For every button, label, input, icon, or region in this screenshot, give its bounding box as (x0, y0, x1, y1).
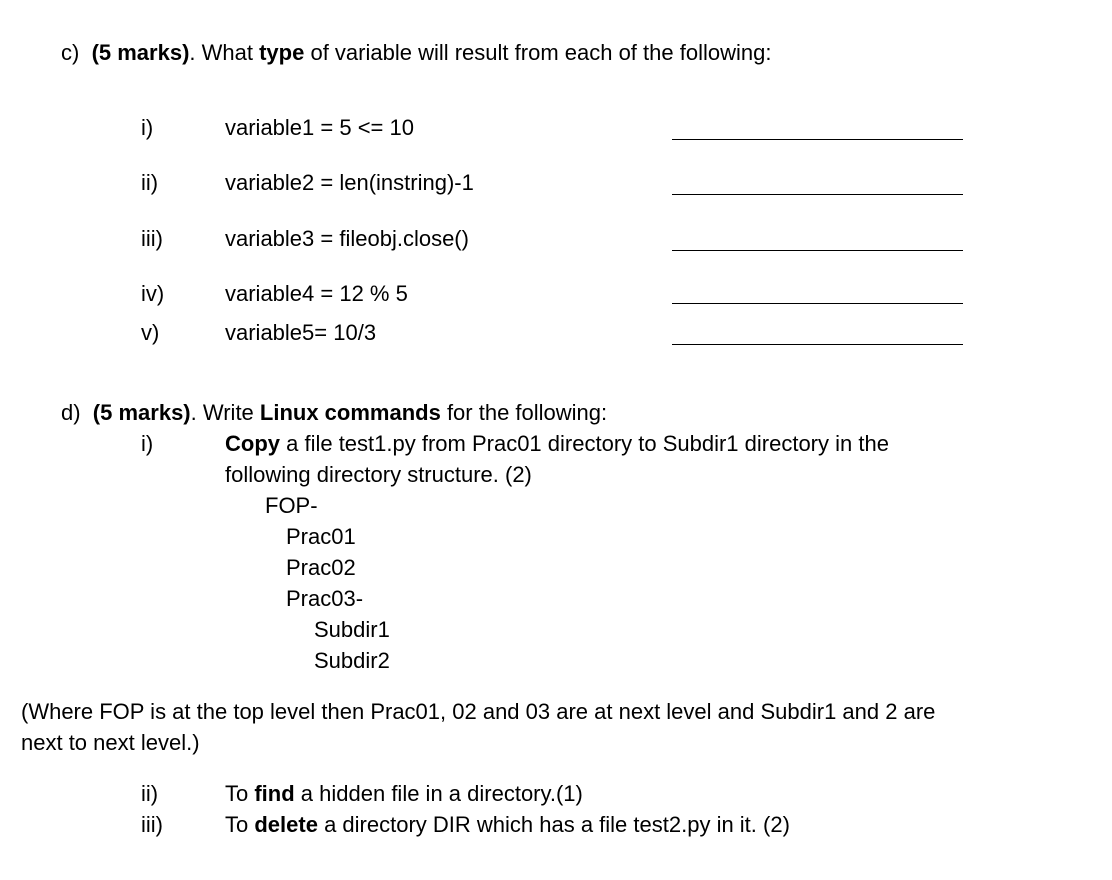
c-item-4-expr: variable4 = 12 % 5 (225, 281, 408, 306)
d-q2-post: a hidden file in a directory.(1) (294, 781, 583, 806)
c-item-3-answer-line[interactable] (672, 250, 963, 251)
c-item-1-expr: variable1 = 5 <= 10 (225, 115, 414, 140)
section-d-marks: (5 marks) (92, 400, 191, 425)
c-item-4-num: iv) (141, 281, 165, 306)
section-c-heading (61, 42, 771, 64)
d-q2-pre: To (225, 781, 255, 806)
c-item-2-answer-line[interactable] (672, 194, 963, 195)
section-d-heading (61, 402, 607, 424)
c-item-1-answer-line[interactable] (672, 139, 963, 140)
c-item-1-num: i) (141, 115, 154, 140)
d-q3-text (225, 814, 790, 836)
d-q1-line1-rest: a file test1.py from Prac01 directory to Subdir1 directory in the (280, 431, 889, 456)
d-q1-bold: Copy (225, 431, 280, 456)
d-note-line1: (Where FOP is at the top level then Prac01, 02 and 03 are at next level and Subdir1 and 2 are (21, 699, 936, 724)
d-q3-bold: delete (254, 812, 318, 837)
tree-level1-prac01: Prac01 (286, 524, 356, 549)
c-item-3-num: iii) (141, 226, 163, 251)
d-q3-num: iii) (141, 812, 163, 837)
c-item-2-num: ii) (141, 170, 159, 195)
c-item-2-expr: variable2 = len(instring)-1 (225, 170, 474, 195)
section-c-intro-bold: type (259, 40, 305, 65)
section-d-label: d) (61, 400, 81, 425)
c-item-3-expr: variable3 = fileobj.close() (225, 226, 469, 251)
tree-level2-subdir1: Subdir1 (314, 617, 390, 642)
tree-level2-subdir2: Subdir2 (314, 648, 390, 673)
d-q2-bold: find (254, 781, 295, 806)
section-d-intro-pre: . Write (190, 400, 260, 425)
section-c-marks: (5 marks) (91, 40, 190, 65)
c-item-5-expr: variable5= 10/3 (225, 320, 377, 345)
c-item-5-answer-line[interactable] (672, 344, 963, 345)
d-q1-line1 (225, 433, 889, 455)
d-note-line2: next to next level.) (21, 730, 200, 755)
section-d-intro-post: for the following: (440, 400, 608, 425)
tree-root: FOP- (265, 493, 318, 518)
d-q2-text (225, 783, 583, 805)
d-q1-num: i) (141, 431, 154, 456)
d-q3-post: a directory DIR which has a file test2.py in it. (2) (317, 812, 790, 837)
d-q3-pre: To (225, 812, 255, 837)
d-q1-line2: following directory structure. (2) (225, 462, 532, 487)
section-d-intro-bold: Linux commands (259, 400, 441, 425)
tree-level1-prac02: Prac02 (286, 555, 356, 580)
d-q2-num: ii) (141, 781, 159, 806)
section-c-intro-pre: . What (189, 40, 260, 65)
section-c-intro-post: of variable will result from each of the following: (304, 40, 772, 65)
c-item-4-answer-line[interactable] (672, 303, 963, 304)
c-item-5-num: v) (141, 320, 160, 345)
section-c-label: c) (61, 40, 80, 65)
tree-level1-prac03: Prac03- (286, 586, 364, 611)
